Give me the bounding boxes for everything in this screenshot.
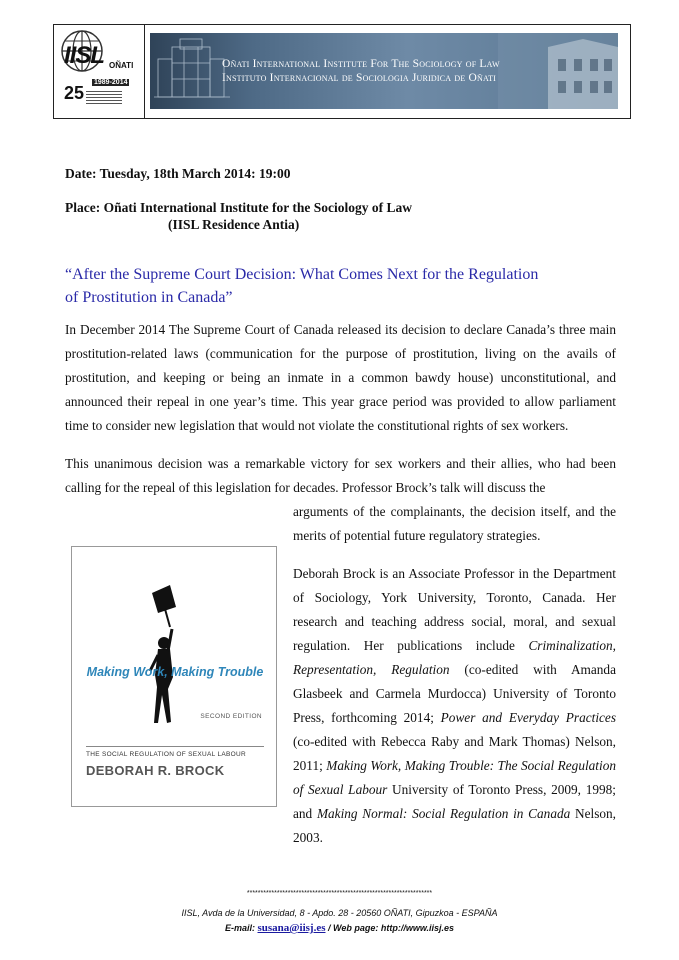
book-divider bbox=[86, 746, 264, 747]
institute-banner bbox=[150, 33, 618, 109]
publication-title: Criminalization, Representation, Regulation bbox=[293, 638, 616, 677]
bio-text: (co-edited with Amanda Glasbeek and Carmela Murdocca) University of Toronto Press, forthcoming 2014; bbox=[293, 662, 616, 725]
book-edition: SECOND EDITION bbox=[200, 713, 262, 720]
logo-anniversary: 25 bbox=[64, 83, 85, 103]
footer-divider: ******************************************************************** bbox=[246, 890, 433, 897]
talk-title-line2: of Prostitution in Canada” bbox=[65, 289, 233, 306]
footer-contact bbox=[0, 922, 679, 934]
event-date: Date: Tuesday, 18th March 2014: 19:00 bbox=[65, 166, 291, 181]
banner-title-es: Instituto Internacional de Sociologia Juridica de Oñati bbox=[222, 72, 497, 84]
logo-acronym: IISL bbox=[64, 42, 105, 69]
footer-address: IISL, Avda de la Universidad, 8 - Apdo. 28 - 20560 OÑATI, Gipuzkoa - ESPAÑA bbox=[181, 908, 498, 918]
event-place: Place: Oñati International Institute for the Sociology of Law bbox=[65, 200, 412, 215]
book-title: Making Work, Making Trouble bbox=[86, 665, 264, 679]
building-sketch-icon bbox=[150, 33, 260, 109]
book-subtitle: THE SOCIAL REGULATION OF SEXUAL LABOUR bbox=[86, 751, 246, 758]
bio-text: University of Toronto Press, 2009, 1998; and bbox=[293, 782, 616, 821]
web-page: / Web page: http://www.iisj.es bbox=[325, 923, 455, 933]
bio-text: (co-edited with Rebecca Raby and Mark Thomas) Nelson, 2011; bbox=[293, 734, 616, 773]
bio-text: Nelson, 2003. bbox=[293, 806, 616, 845]
banner-title-en: Oñati International Institute For The Sociology of Law bbox=[222, 58, 500, 70]
paragraph-decision: In December 2014 The Supreme Court of Canada released its decision to declare Canada’s three main prostitution-related laws (communication for the purpose of prostitution, living on the avails of prostitution, and keeping or being an inmate in a common bawdy house) unconstitutional, and announced their repeal in one year’s time. This year grace period was provided to allow parliament time to consider new legislation that would not violate the constitutional rights of sex workers. bbox=[65, 322, 616, 433]
publication-title: Power and Everyday Practices bbox=[440, 710, 616, 725]
header bbox=[53, 24, 631, 119]
publication-title: Making Work, Making Trouble: The Social Regulation of Sexual Labour bbox=[293, 758, 616, 797]
email-label: E-mail: bbox=[224, 923, 258, 933]
logo-place: OÑATI bbox=[109, 61, 134, 70]
event-venue: (IISL Residence Antia) bbox=[168, 217, 300, 232]
talk-title bbox=[65, 263, 617, 309]
paragraph-victory-continued: arguments of the complainants, the decision itself, and the merits of potential future regulatory strategies. bbox=[293, 504, 616, 543]
building-photo-icon bbox=[498, 33, 618, 109]
talk-title-line1: “After the Supreme Court Decision: What Comes Next for the Regulation bbox=[65, 266, 539, 283]
iisl-logo bbox=[54, 25, 145, 118]
speaker-bio bbox=[293, 562, 616, 850]
book-author: DEBORAH R. BROCK bbox=[86, 763, 225, 778]
bio-text: Deborah Brock is an Associate Professor in the Department of Sociology, York University, Toronto, Canada. Her research and teaching address social, moral, and sexual regulation. Her publications include bbox=[293, 566, 616, 653]
publication-title: Making Normal: Social Regulation in Canada bbox=[316, 806, 571, 821]
book-cover bbox=[71, 546, 277, 807]
logo-years: 1989-2014 bbox=[94, 79, 128, 86]
logo-fineprint bbox=[86, 91, 122, 105]
paragraph-victory: This unanimous decision was a remarkable victory for sex workers and their allies, who had been calling for the repeal of this legislation for decades. Professor Brock’s talk will discuss the bbox=[65, 456, 616, 495]
email-link[interactable]: susana@iisj.es bbox=[257, 922, 326, 934]
